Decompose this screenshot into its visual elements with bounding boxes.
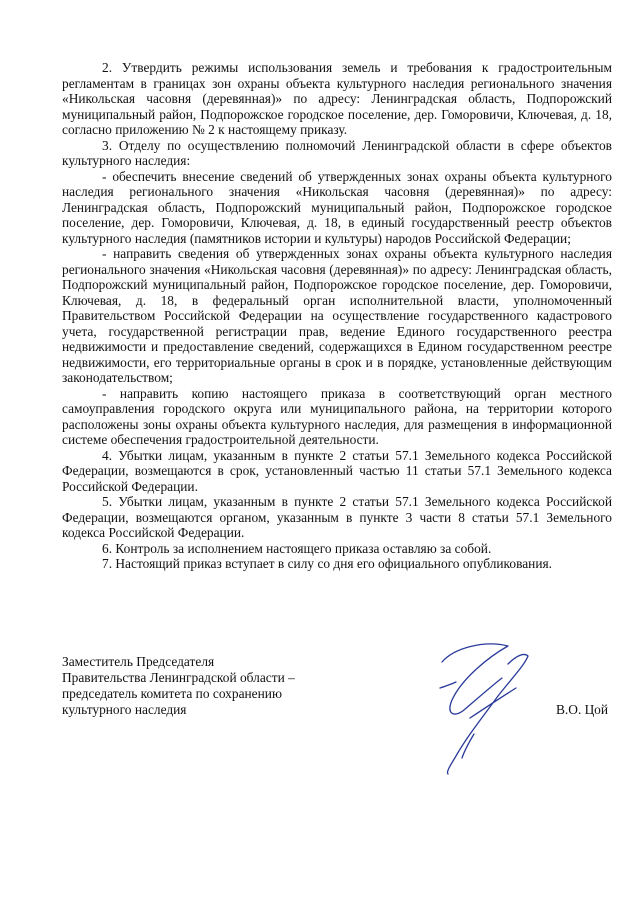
signature-stroke [440,682,456,688]
paragraph-3-item-1: - обеспечить внесение сведений об утвержденных зонах охраны объекта культурного наследия регионального значения «Никольская часовня (деревянная)» по адресу: Ленинградская область, Подпорожский муниципальный район, Подпорожское городское поселение, дер. Гоморовичи, Ключевая, д. 18, в единый государственный реестр объектов культурного наследия (памятников истории и культуры) народов Российской Федерации; [62,168,612,246]
paragraph-6: 6. Контроль за исполнением настоящего приказа оставляю за собой. [102,540,492,556]
signature-stroke [447,654,528,774]
position-line-4: культурного наследия [62,702,187,717]
document-body [62,60,612,572]
paragraph-5: 5. Убытки лицам, указанным в пункте 2 статьи 57.1 Земельного кодекса Российской Федерации, возмещаются органом, указанным в пункте 3 части 8 статьи 57.1 Земельного кодекса Российской Федерации. [62,494,612,540]
paragraph-7: 7. Настоящий приказ вступает в силу со дня его официального опубликования. [102,556,552,571]
handwritten-signature-icon [412,626,562,786]
position-line-2: Правительства Ленинградской области – [62,670,295,685]
signature-stroke [442,644,508,714]
paragraph-2: 2. Утвердить режимы использования земель и требования к градостроительным регламентам в границах зон охраны объекта культурного наследия регионального значения «Никольская часовня (деревянная)» по адресу: Ленинградская область, Подпорожский муниципальный район, Подпорожское городское поселение, дер. Гоморовичи, Ключевая, д. 18, согласно приложению № 2 к настоящему приказу. [62,60,612,137]
position-line-1: Заместитель Председателя [62,654,215,669]
paragraph-3: 3. Отделу по осуществлению полномочий Ленинградской области в сфере объектов культурного наследия: [62,137,612,168]
position-line-3: председатель комитета по сохранению [62,686,282,701]
paragraph-3-item-3: - направить копию настоящего приказа в соответствующий орган местного самоуправления городского округа или муниципального района, на территории которого расположены зоны охраны объекта культурного наследия, для размещения в информационной системе обеспечения градостроительной деятельности. [62,385,612,447]
signature-stroke [470,688,516,718]
signatory-name: В.О. Цой [556,702,608,717]
paragraph-4: 4. Убытки лицам, указанным в пункте 2 статьи 57.1 Земельного кодекса Российской Федерации, возмещаются в срок, установленный частью 11 статьи 57.1 Земельного кодекса Российской Федерации. [62,447,612,494]
paragraph-3-item-2: - направить сведения об утвержденных зонах охраны объекта культурного наследия регионального значения «Никольская часовня (деревянная)» по адресу: Ленинградская область, Подпорожский муниципальный район, Подпорожское городское поселение, дер. Гоморовичи, Ключевая, д. 18, в федеральный орган исполнительной власти, уполномоченный Правительством Российской Федерации на осуществление государственного кадастрового учета, государственной регистрации прав, ведение Единого государственного реестра недвижимости и предоставление сведений, содержащихся в Едином государственном реестре недвижимости, его территориальные органы в срок и в порядке, установленные действующим законодательством; [62,246,612,385]
